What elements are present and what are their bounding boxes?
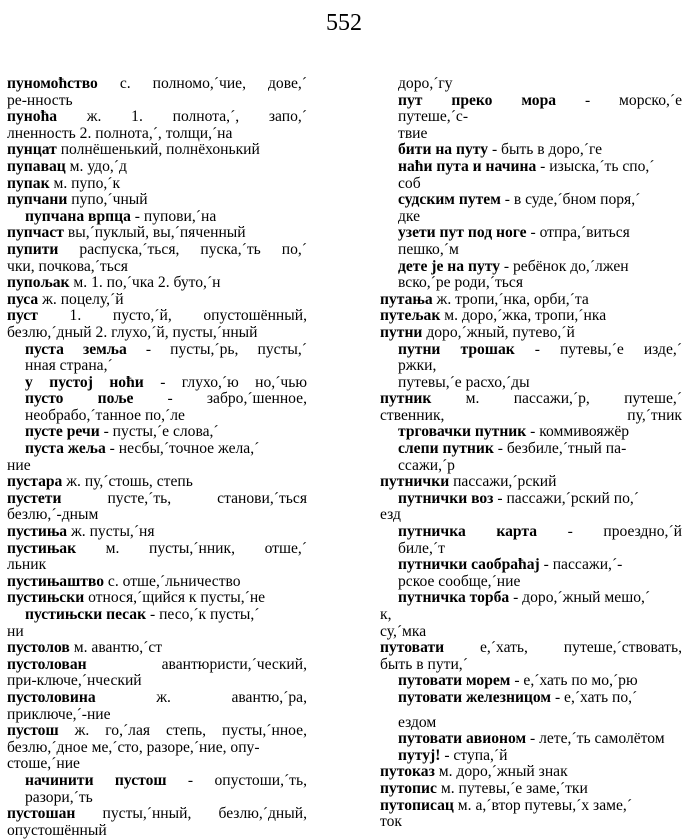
dictionary-line <box>380 259 682 276</box>
dictionary-line <box>7 524 307 541</box>
definition-text: - пусты,´рь, пусты,´ <box>126 340 307 358</box>
headword: пуст <box>7 307 38 325</box>
definition-text: - несбы,´точное жела,´ <box>105 440 260 458</box>
dictionary-line <box>380 781 682 798</box>
right-column <box>380 76 682 831</box>
definition-text: ездом <box>398 713 437 731</box>
dictionary-line <box>7 391 307 408</box>
definition-text: с. отше,´льничество <box>104 572 241 590</box>
definition-text: м. доро,´жный знак <box>434 763 568 781</box>
dictionary-line <box>7 192 307 209</box>
dictionary-line <box>7 225 307 242</box>
dictionary-line <box>7 358 307 375</box>
dictionary-line <box>7 176 307 193</box>
dictionary-line <box>7 640 307 657</box>
definition-text: - путевы,´е изде,´ <box>514 340 682 358</box>
headword: путописац <box>380 796 454 814</box>
headword: слепи путник <box>398 440 494 458</box>
definition-text: путевы,´е расхо,´ды <box>398 373 530 391</box>
definition-text: - проездно,´й <box>537 523 682 541</box>
dictionary-line <box>7 474 307 491</box>
definition-text: распуска,´ться, пуска,´ть по,´ <box>58 240 307 258</box>
definition-text: - лете,´ть самолётом <box>526 730 665 748</box>
definition-text: быть в пути,´ <box>380 655 468 673</box>
definition-text: соб <box>398 174 421 192</box>
headword: пустолован <box>7 655 87 673</box>
dictionary-line <box>380 541 682 558</box>
definition-text: ж. го,´лая степь, пусты,´нное, <box>58 722 307 740</box>
headword: пупак <box>7 174 50 192</box>
definition-text: твие <box>398 124 428 142</box>
headword: дете је на путу <box>398 257 501 275</box>
definition-text: м. путевы,´е заме,´тки <box>436 779 588 797</box>
definition-text: биле,´т <box>398 539 445 557</box>
headword: путни <box>380 323 423 341</box>
headword: путнички саобраћај <box>398 556 540 574</box>
dictionary-line <box>7 142 307 159</box>
definition-text: - глухо,´ю но,´чью <box>143 373 307 391</box>
definition-text: - пассажи,´рский по,´ <box>493 489 639 507</box>
definition-text: ж. тропи,´нка, орби,´та <box>432 290 589 308</box>
definition-text: безлю,´дный 2. глухо,´й, пусты,´нный <box>7 323 258 341</box>
headword: пупчани <box>7 191 68 209</box>
headword: пут преко мора <box>398 91 557 109</box>
definition-text: вско,´ре роди,´ться <box>398 274 524 292</box>
headword: пупчаст <box>7 224 64 242</box>
dictionary-line <box>7 242 307 259</box>
headword: путовати железницом <box>398 688 552 706</box>
dictionary-line <box>380 242 682 259</box>
dictionary-line <box>380 93 682 110</box>
dictionary-line <box>7 790 307 807</box>
definition-text: м. пусты,´нник, отше,´ <box>76 539 307 557</box>
definition-text: чки, почкова,´ться <box>7 257 128 275</box>
dictionary-line <box>380 748 682 765</box>
dictionary-line <box>380 192 682 209</box>
definition-text: приключе,´-ние <box>7 705 111 723</box>
definition-text: ственник, пу,´тник <box>380 406 682 424</box>
definition-text: вы,´пуклый, вы,´пяченный <box>63 224 246 242</box>
dictionary-line <box>7 375 307 392</box>
dictionary-line <box>380 375 682 392</box>
headword: путничка карта <box>398 523 537 541</box>
dictionary-line <box>7 740 307 757</box>
definition-text: ж. пу,´стошь, степь <box>62 473 193 491</box>
headword: пустоловина <box>7 688 96 706</box>
definition-text: - доро,´жный мешо,´ <box>509 589 651 607</box>
dictionary-line <box>380 590 682 607</box>
dictionary-line <box>7 624 307 641</box>
definition-text: - пассажи,´- <box>539 556 623 574</box>
definition-text: - ребёнок до,´лжен <box>500 257 629 275</box>
dictionary-line <box>7 673 307 690</box>
headword: пустети <box>7 489 62 507</box>
definition-text: м. авантю,´ст <box>69 639 163 657</box>
definition-text: необрабо,´танное по,´ле <box>25 406 185 424</box>
headword: пустиња <box>7 523 68 541</box>
dictionary-line <box>380 441 682 458</box>
headword: пустошан <box>7 805 76 823</box>
headword: путник <box>380 390 432 408</box>
definition-text: ж. авантю,´ра, <box>95 688 307 706</box>
definition-text: дке <box>398 207 421 225</box>
definition-text: полнёшенький, полнёхонький <box>56 141 260 159</box>
dictionary-line <box>380 292 682 309</box>
dictionary-line <box>7 756 307 773</box>
headword: бити на путу <box>398 141 489 159</box>
headword: путовати <box>380 639 445 657</box>
headword: пустињак <box>7 539 77 557</box>
dictionary-line <box>7 126 307 143</box>
definition-text: безлю,´дное ме,´сто, разоре,´ние, опу- <box>7 738 260 756</box>
definition-text: - в суде,´бном поря,´ <box>500 191 641 209</box>
definition-text: - пупови,´на <box>130 207 217 225</box>
headword: пуномоћство <box>7 75 98 92</box>
definition-text: стоше,´ние <box>7 755 80 773</box>
definition-text: ни <box>7 622 24 640</box>
definition-text: е,´хать, путеше,´ствовать, <box>444 639 682 657</box>
definition-text: относя,´щийся к пусты,´не <box>84 589 266 607</box>
dictionary-line <box>380 424 682 441</box>
dictionary-line <box>380 491 682 508</box>
headword: узети пут под ноге <box>398 224 527 242</box>
dictionary-line <box>380 798 682 815</box>
headword: пуса <box>7 290 39 308</box>
dictionary-line <box>380 474 682 491</box>
definition-text: ние <box>7 456 31 474</box>
definition-text: м. а,´втор путевы,´х заме,´ <box>453 796 633 814</box>
headword: пуста жеља <box>25 440 106 458</box>
definition-text: ток <box>380 813 402 831</box>
dictionary-line <box>7 458 307 475</box>
headword: пупољак <box>7 274 70 292</box>
definition-text: пупо,´чный <box>67 191 148 209</box>
definition-text: - пусты,´е слова,´ <box>99 423 219 441</box>
dictionary-line <box>7 275 307 292</box>
headword: путничка торба <box>398 589 510 607</box>
headword: путуј! <box>398 746 441 764</box>
dictionary-line <box>7 707 307 724</box>
dictionary-line <box>380 308 682 325</box>
dictionary-line <box>380 557 682 574</box>
dictionary-line <box>7 507 307 524</box>
headword: путоказ <box>380 763 435 781</box>
definition-text: ж. 1. полнота,´, запо,´ <box>57 108 307 126</box>
dictionary-line <box>7 491 307 508</box>
headword: пупчана врпца <box>25 207 131 225</box>
dictionary-line <box>7 109 307 126</box>
definition-text: - ступа,´й <box>440 746 508 764</box>
headword: пуста земља <box>25 340 127 358</box>
page-number: 552 <box>326 10 362 36</box>
dictionary-line <box>7 342 307 359</box>
definition-text: 1. пусто,´й, опустошённый, <box>37 307 307 325</box>
dictionary-line <box>380 176 682 193</box>
definition-text: - изыска,´ть спо,´ <box>536 157 655 175</box>
dictionary-line <box>7 441 307 458</box>
headword: пупити <box>7 240 59 258</box>
dictionary-line <box>380 715 682 732</box>
definition-text: м. доро,´жка, тропи,´нка <box>440 307 607 325</box>
dictionary-line <box>380 408 682 425</box>
headword: пусто поље <box>25 390 134 408</box>
dictionary-line <box>380 391 682 408</box>
definition-text: путеше,´с- <box>398 108 469 126</box>
dictionary-line <box>7 424 307 441</box>
dictionary-line <box>7 93 307 110</box>
dictionary-line <box>380 358 682 375</box>
definition-text: при-ключе,´нческий <box>7 672 142 690</box>
headword: путни трошак <box>398 340 515 358</box>
definition-text: - быть в доро,´ге <box>488 141 603 159</box>
dictionary-line <box>380 458 682 475</box>
definition-text: езд <box>380 506 401 524</box>
definition-text: ре-нность <box>7 91 73 109</box>
definition-text: пусты,´нный, безлю,´дный, <box>75 805 307 823</box>
headword: путнички воз <box>398 489 494 507</box>
dictionary-line <box>7 76 307 93</box>
definition-text: - безбиле,´тный па- <box>493 440 627 458</box>
dictionary-line <box>7 308 307 325</box>
headword: пустињаштво <box>7 572 105 590</box>
dictionary-line <box>380 342 682 359</box>
headword: путнички <box>380 473 450 491</box>
definition-text: м. 1. по,´чка 2. буто,´н <box>69 274 221 292</box>
headword: пусте речи <box>25 423 100 441</box>
headword: пуноћа <box>7 108 58 126</box>
dictionary-line <box>7 259 307 276</box>
dictionary-line <box>380 275 682 292</box>
dictionary-line <box>380 640 682 657</box>
headword: наћи пута и начина <box>398 157 537 175</box>
dictionary-line <box>7 657 307 674</box>
definition-text: пешко,´м <box>398 240 459 258</box>
definition-text: опустошённый <box>7 821 107 839</box>
definition-text: м. пассажи,´р, путеше,´ <box>431 390 682 408</box>
headword: пупавац <box>7 157 66 175</box>
definition-text: м. удо,´д <box>65 157 127 175</box>
definition-text: к, <box>380 606 392 623</box>
dictionary-line <box>7 607 307 624</box>
dictionary-line <box>380 76 682 93</box>
definition-text: лненность 2. полнота,´, толщи,´на <box>7 124 233 142</box>
definition-text: доро,´жный, путево,´й <box>422 323 575 341</box>
definition-text: разори,´ть <box>25 788 93 806</box>
definition-text: с. полномо,´чие, дове,´ <box>97 75 307 92</box>
dictionary-line <box>380 574 682 591</box>
dictionary-line <box>380 624 682 641</box>
definition-text: - коммивояжёр <box>526 423 630 441</box>
dictionary-line <box>380 524 682 541</box>
headword: у пустој ноћи <box>25 373 144 391</box>
dictionary-line <box>380 607 682 624</box>
dictionary-line <box>7 690 307 707</box>
headword: трговачки путник <box>398 423 527 441</box>
dictionary-line <box>7 773 307 790</box>
definition-text: ржки, <box>398 357 437 375</box>
dictionary-line <box>380 225 682 242</box>
definition-text: - опустоши,´ть, <box>166 771 307 789</box>
dictionary-line <box>7 325 307 342</box>
headword: путања <box>380 290 433 308</box>
dictionary-line <box>380 159 682 176</box>
dictionary-line <box>380 764 682 781</box>
definition-text: авантюристи,´ческий, <box>86 655 307 673</box>
dictionary-line <box>7 557 307 574</box>
dictionary-line <box>7 408 307 425</box>
dictionary-line <box>7 292 307 309</box>
definition-text: ж. поцелу,´й <box>38 290 124 308</box>
dictionary-line <box>380 690 682 707</box>
dictionary-line <box>7 541 307 558</box>
definition-text: нная страна,´ <box>25 357 113 375</box>
headword: пустињски <box>7 589 85 607</box>
dictionary-line <box>380 325 682 342</box>
headword: судским путем <box>398 191 501 209</box>
dictionary-line <box>7 590 307 607</box>
left-column <box>7 76 307 839</box>
definition-text: - морско,´е <box>556 91 683 109</box>
headword: пустолов <box>7 639 70 657</box>
headword: путељак <box>380 307 441 325</box>
definition-text: доро,´гу <box>398 75 453 92</box>
definition-text: ж. пусты,´ня <box>67 523 155 541</box>
headword: путовати авионом <box>398 730 527 748</box>
definition-text: безлю,´-дным <box>7 506 99 524</box>
dictionary-line <box>380 109 682 126</box>
dictionary-line <box>380 142 682 159</box>
definition-text: рское сообще,´ние <box>398 572 521 590</box>
dictionary-line <box>380 126 682 143</box>
headword: путовати морем <box>398 672 511 690</box>
dictionary-line <box>7 806 307 823</box>
headword: пустара <box>7 473 63 491</box>
dictionary-line <box>380 657 682 674</box>
dictionary-line <box>7 574 307 591</box>
definition-text: - е,´хать по,´ <box>551 688 638 706</box>
dictionary-line <box>7 823 307 839</box>
dictionary-line <box>7 159 307 176</box>
headword: пустош <box>7 722 59 740</box>
definition-text: пассажи,´рский <box>449 473 557 491</box>
dictionary-line <box>7 723 307 740</box>
definition-text: ссажи,´р <box>398 456 455 474</box>
headword: путопис <box>380 779 437 797</box>
headword: начинити пустош <box>25 771 167 789</box>
definition-text: м. пупо,´к <box>49 174 121 192</box>
dictionary-line <box>380 507 682 524</box>
definition-text: пусте,´ть, станови,´ться <box>61 489 307 507</box>
headword: пустињски песак <box>25 606 147 623</box>
definition-text: - е,´хать по мо,´рю <box>510 672 638 690</box>
definition-text: су,´мка <box>380 622 427 640</box>
dictionary-line <box>380 209 682 226</box>
definition-text: - песо,´к пусты,´ <box>146 606 260 623</box>
headword: пунцат <box>7 141 57 159</box>
definition-text: - отпра,´виться <box>526 224 630 242</box>
definition-text: - забро,´шенное, <box>133 390 307 408</box>
dictionary-line <box>380 814 682 831</box>
dictionary-line <box>7 209 307 226</box>
definition-text: льник <box>7 556 47 574</box>
dictionary-line <box>380 673 682 690</box>
dictionary-line <box>380 731 682 748</box>
